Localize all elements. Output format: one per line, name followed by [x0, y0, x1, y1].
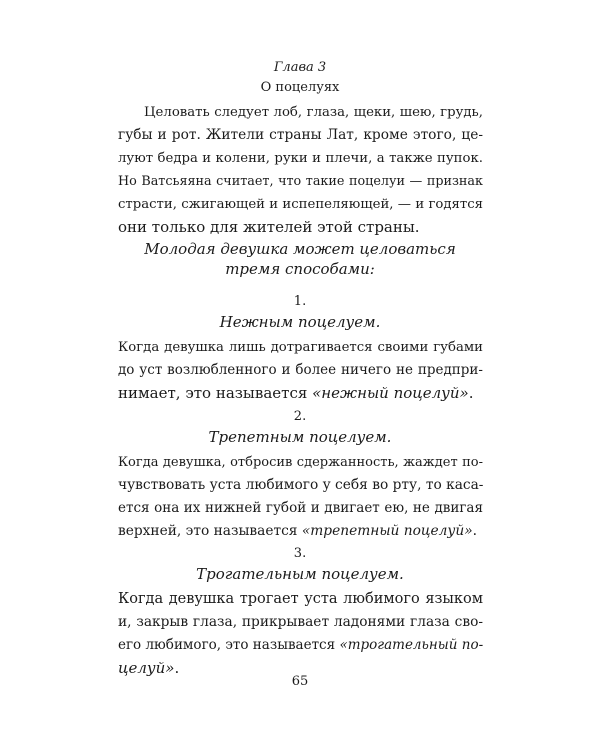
page-number: 65: [291, 674, 309, 689]
paragraph-line: и, закрыв глаза, прикрывает ладонями глаза сво-: [118, 614, 483, 630]
paragraph-line: [118, 520, 483, 543]
method-3-paragraph: [118, 588, 483, 680]
lead-line: Молодая девушка может целоваться: [144, 240, 456, 258]
method-number: 3.: [293, 546, 307, 561]
lead-line: тремя способами:: [225, 260, 375, 278]
term-emphasis: «трогательный по-: [339, 637, 484, 653]
paragraph-punct: .: [472, 523, 477, 539]
paragraph-line: Когда девушка лишь дотрагивается своими губами: [118, 340, 483, 355]
chapter-title: О поцелуях: [260, 80, 340, 95]
method-title: Трогательным поцелуем.: [196, 565, 404, 583]
paragraph-line: Когда девушка, отбросив сдержанность, жаждет по-: [118, 455, 483, 470]
paragraph-text: нимает, это называется: [118, 384, 313, 402]
paragraph-line: луют бедра и колени, руки и плечи, а также пупок.: [118, 151, 483, 166]
paragraph-line: губы и рот. Жители страны Лат, кроме этого, це-: [118, 127, 483, 143]
paragraph-line: [118, 634, 483, 657]
method-title: Трепетным поцелуем.: [208, 428, 392, 446]
term-emphasis: «трепетный поцелуй»: [301, 523, 473, 539]
method-2-paragraph: [118, 451, 483, 543]
paragraph-line: Целовать следует лоб, глаза, щеки, шею, грудь,: [144, 105, 483, 120]
paragraph-line: до уст возлюбленного и более ничего не предпри-: [118, 362, 483, 378]
paragraph-line: чувствовать уста любимого у себя во рту, то каса-: [118, 477, 484, 493]
paragraph-line: Но Ватсьяяна считает, что такие поцелуи — признак: [118, 174, 483, 189]
method-title: Нежным поцелуем.: [219, 313, 381, 331]
paragraph-text: его любимого, это называется: [118, 637, 340, 653]
intro-paragraph: [118, 101, 483, 239]
paragraph-line: [118, 382, 483, 405]
term-emphasis: целуй»: [118, 659, 175, 677]
paragraph-punct: .: [468, 384, 474, 402]
chapter-label: Глава 3: [273, 60, 327, 75]
paragraph-text: верхней, это называется: [118, 523, 302, 539]
paragraph-line: страсти, сжигающей и испепеляющей, — и годятся: [118, 197, 483, 212]
paragraph-line: Когда девушка трогает уста любимого языком: [118, 591, 483, 607]
paragraph-line: они только для жителей этой страны.: [118, 218, 420, 236]
term-emphasis: «нежный поцелуй»: [312, 384, 469, 402]
paragraph-line: ется она их нижней губой и двигает ею, не двигая: [118, 500, 483, 516]
paragraph-punct: .: [174, 659, 180, 677]
method-number: 2.: [293, 409, 307, 424]
method-1-paragraph: [118, 336, 483, 405]
method-number: 1.: [293, 294, 307, 309]
